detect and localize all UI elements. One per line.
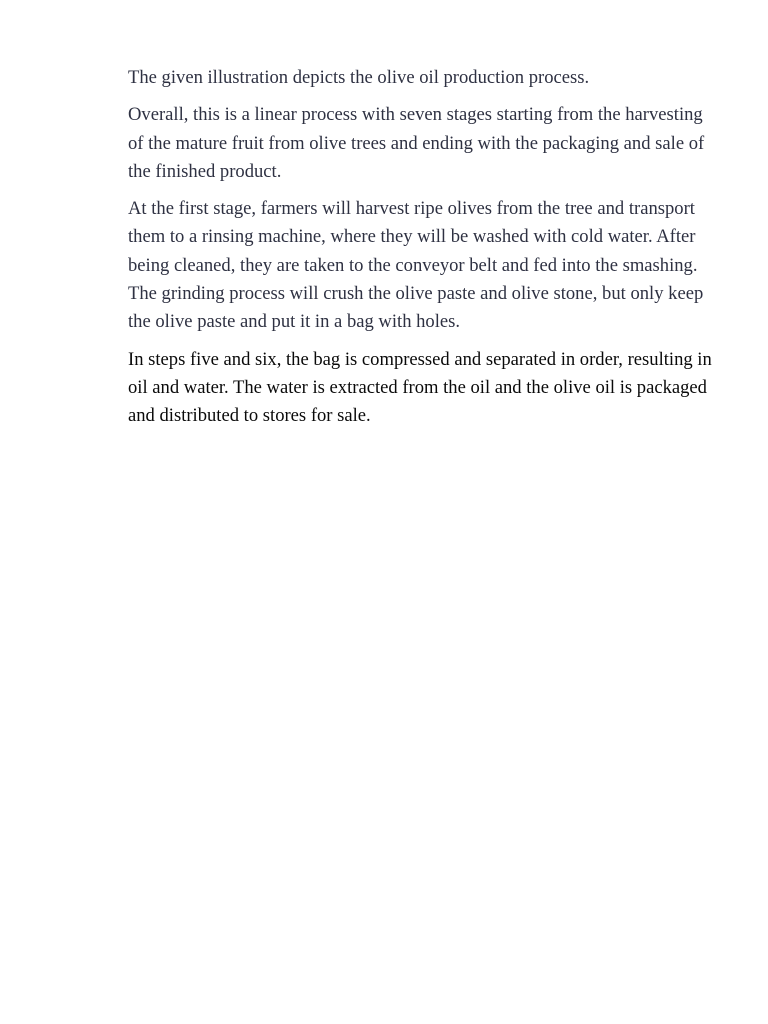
paragraph-final-stages: In steps five and six, the bag is compressed and separated in order, resulting in oil and water. The water is extracted from the oil and the olive oil is packaged and distributed to stores for sale. [128,348,712,427]
paragraph-overview: Overall, this is a linear process with seven stages starting from the harvesting of the mature fruit from olive trees and ending with the packaging and sale of the finished product. [128,104,705,182]
paragraph-first-stages: At the first stage, farmers will harvest ripe olives from the tree and transport them to a rinsing machine, where they will be washed with cold water. After being cleaned, they are taken to the conveyor belt and fed into the smashing. The grinding process will crush the olive paste and olive stone, but only keep the olive paste and put it in a bag with holes. [128,198,704,333]
paragraph-intro: The given illustration depicts the olive oil production process. [128,67,590,88]
document-body [128,64,718,440]
